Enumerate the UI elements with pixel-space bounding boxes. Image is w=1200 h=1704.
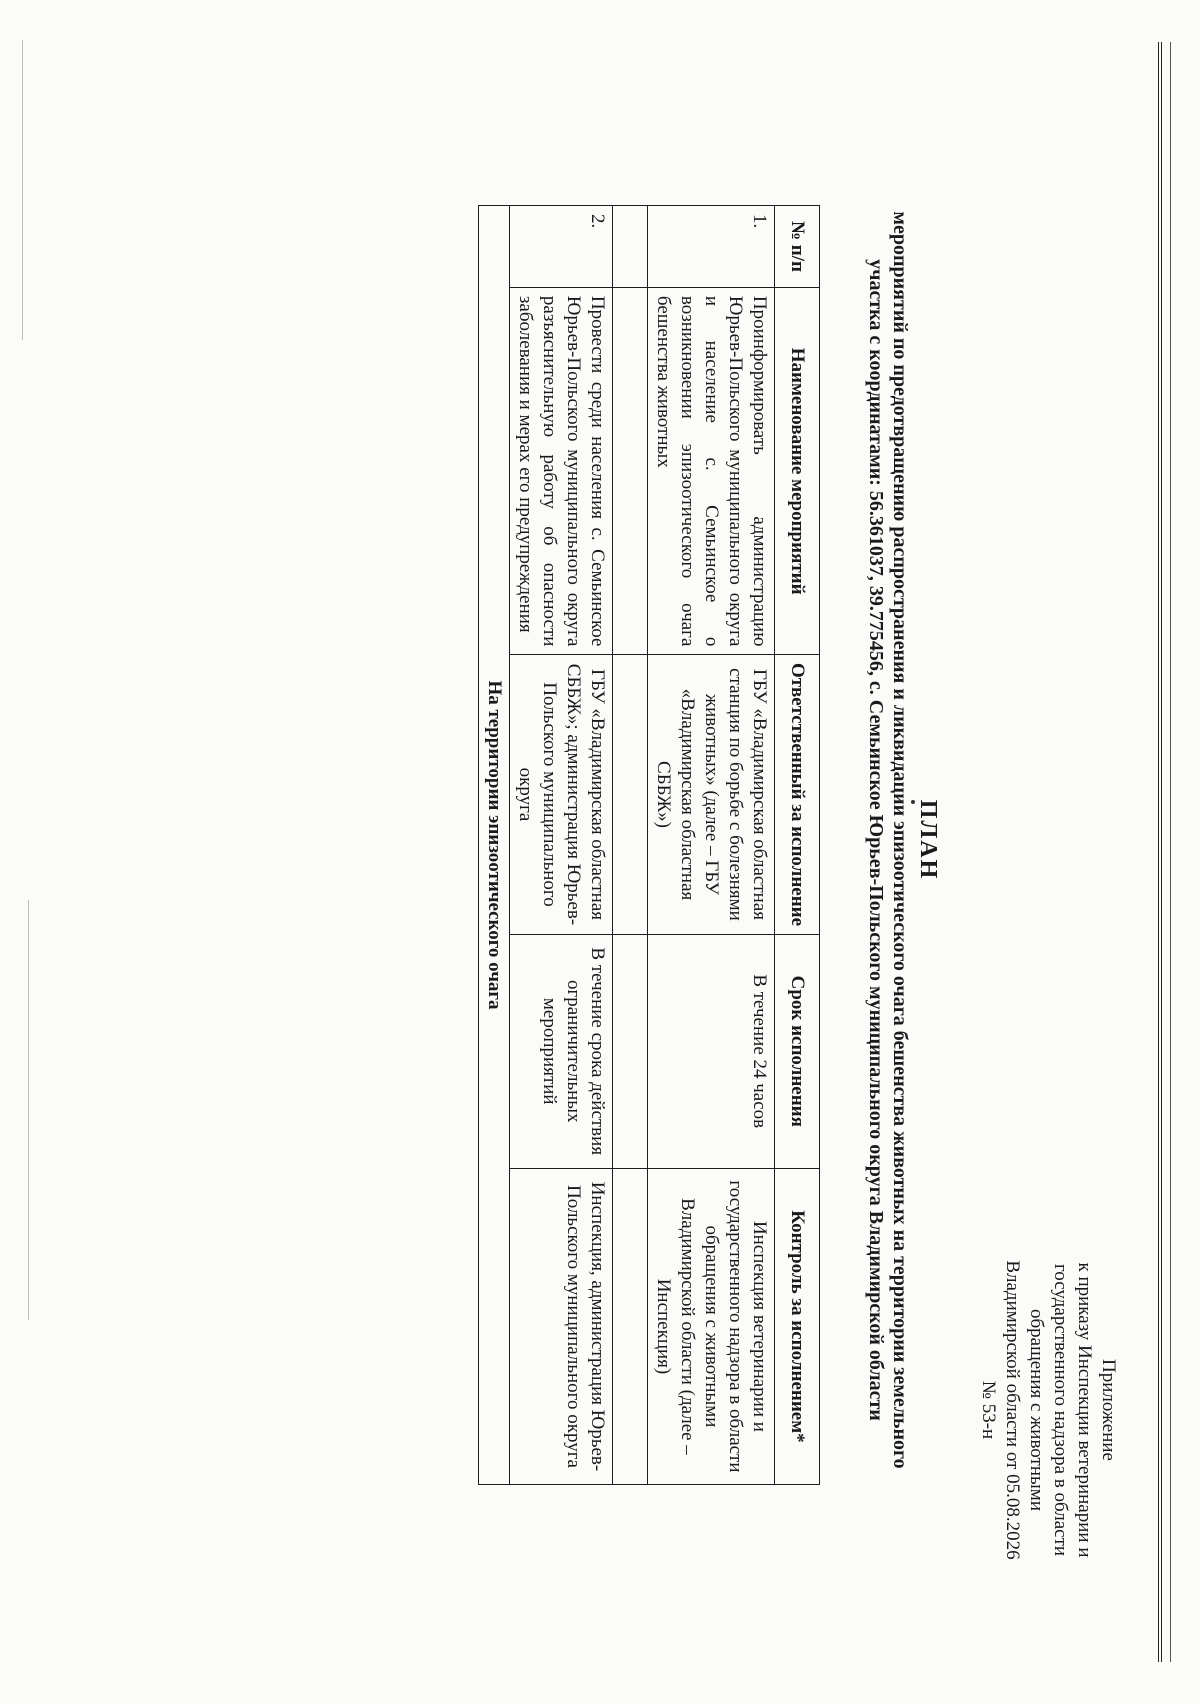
cell-num: 2.	[510, 206, 613, 288]
empty-cell	[613, 287, 648, 655]
table-section-row	[479, 206, 510, 1485]
cell-name: Провести среди населения с. Семьинское Юрьев-Польского муниципального округа разъяснительную работу об опасности заболевания и мерах его предупреждения	[510, 287, 613, 655]
table-row-empty	[613, 206, 648, 1485]
table-row	[648, 206, 775, 1485]
header-num: № п/п	[775, 206, 820, 288]
empty-cell	[613, 934, 648, 1168]
plan-heading: ПЛАН	[915, 799, 941, 881]
table-row	[510, 206, 613, 1485]
empty-cell	[613, 655, 648, 934]
appendix-text: к приказу Инспекции ветеринарии и государственного надзора в области обращения с животными Владимирской области от 05.08.2026 № 53-н	[978, 1260, 1095, 1560]
rotated-document-page	[70, 40, 1130, 1640]
cell-num: 1.	[648, 206, 775, 288]
header-term: Срок исполнения	[775, 934, 820, 1168]
table-header-row	[775, 206, 820, 1485]
cell-responsible: ГБУ «Владимирская областная станция по борьбе с болезнями животных» (далее – ГБУ «Владимирская областная СББЖ»)	[648, 655, 775, 934]
scan-border-line-thin	[1170, 42, 1172, 1662]
empty-cell	[613, 206, 648, 288]
cell-term: В течение 24 часов	[648, 934, 775, 1168]
appendix-label: Приложение	[1098, 1359, 1119, 1461]
header-control: Контроль за исполнением*	[775, 1168, 820, 1484]
cell-responsible: ГБУ «Владимирская областная СББЖ»; администрация Юрьев-Польского муниципального округа	[510, 655, 613, 934]
section-heading: На территории эпизоотического очага	[479, 206, 510, 1485]
appendix-block	[976, 1250, 1120, 1570]
scan-speck	[22, 40, 23, 340]
cell-name: Проинформировать администрацию Юрьев-Польского муниципального округа и население с. Семьинское о возникновении эпизоотического очага бешенства животных	[648, 287, 775, 655]
document-title	[864, 210, 940, 1470]
cell-control: Инспекция ветеринарии и государственного надзора в области обращения с животными Владимирской области (далее – Инспекция)	[648, 1168, 775, 1484]
cell-control: Инспекция, администрация Юрьев-Польского муниципального округа	[510, 1168, 613, 1484]
cell-term: В течение срока действия ограничительных мероприятий	[510, 934, 613, 1168]
plan-table	[478, 205, 820, 1485]
empty-cell	[613, 1168, 648, 1484]
plan-subtitle: мероприятий по предотвращению распространения и ликвидации эпизоотического очага бешенства животных на территории земельного участка с координатами: 56.361037, 39.775456, с. Семьинское Юрьев-Польского муниципального округа Владимирской области	[865, 211, 911, 1469]
header-name: Наименование мероприятий	[775, 287, 820, 655]
header-responsible: Ответственный за исполнение	[775, 655, 820, 934]
scan-border-line	[1158, 42, 1162, 1662]
scan-speck	[28, 900, 29, 1320]
